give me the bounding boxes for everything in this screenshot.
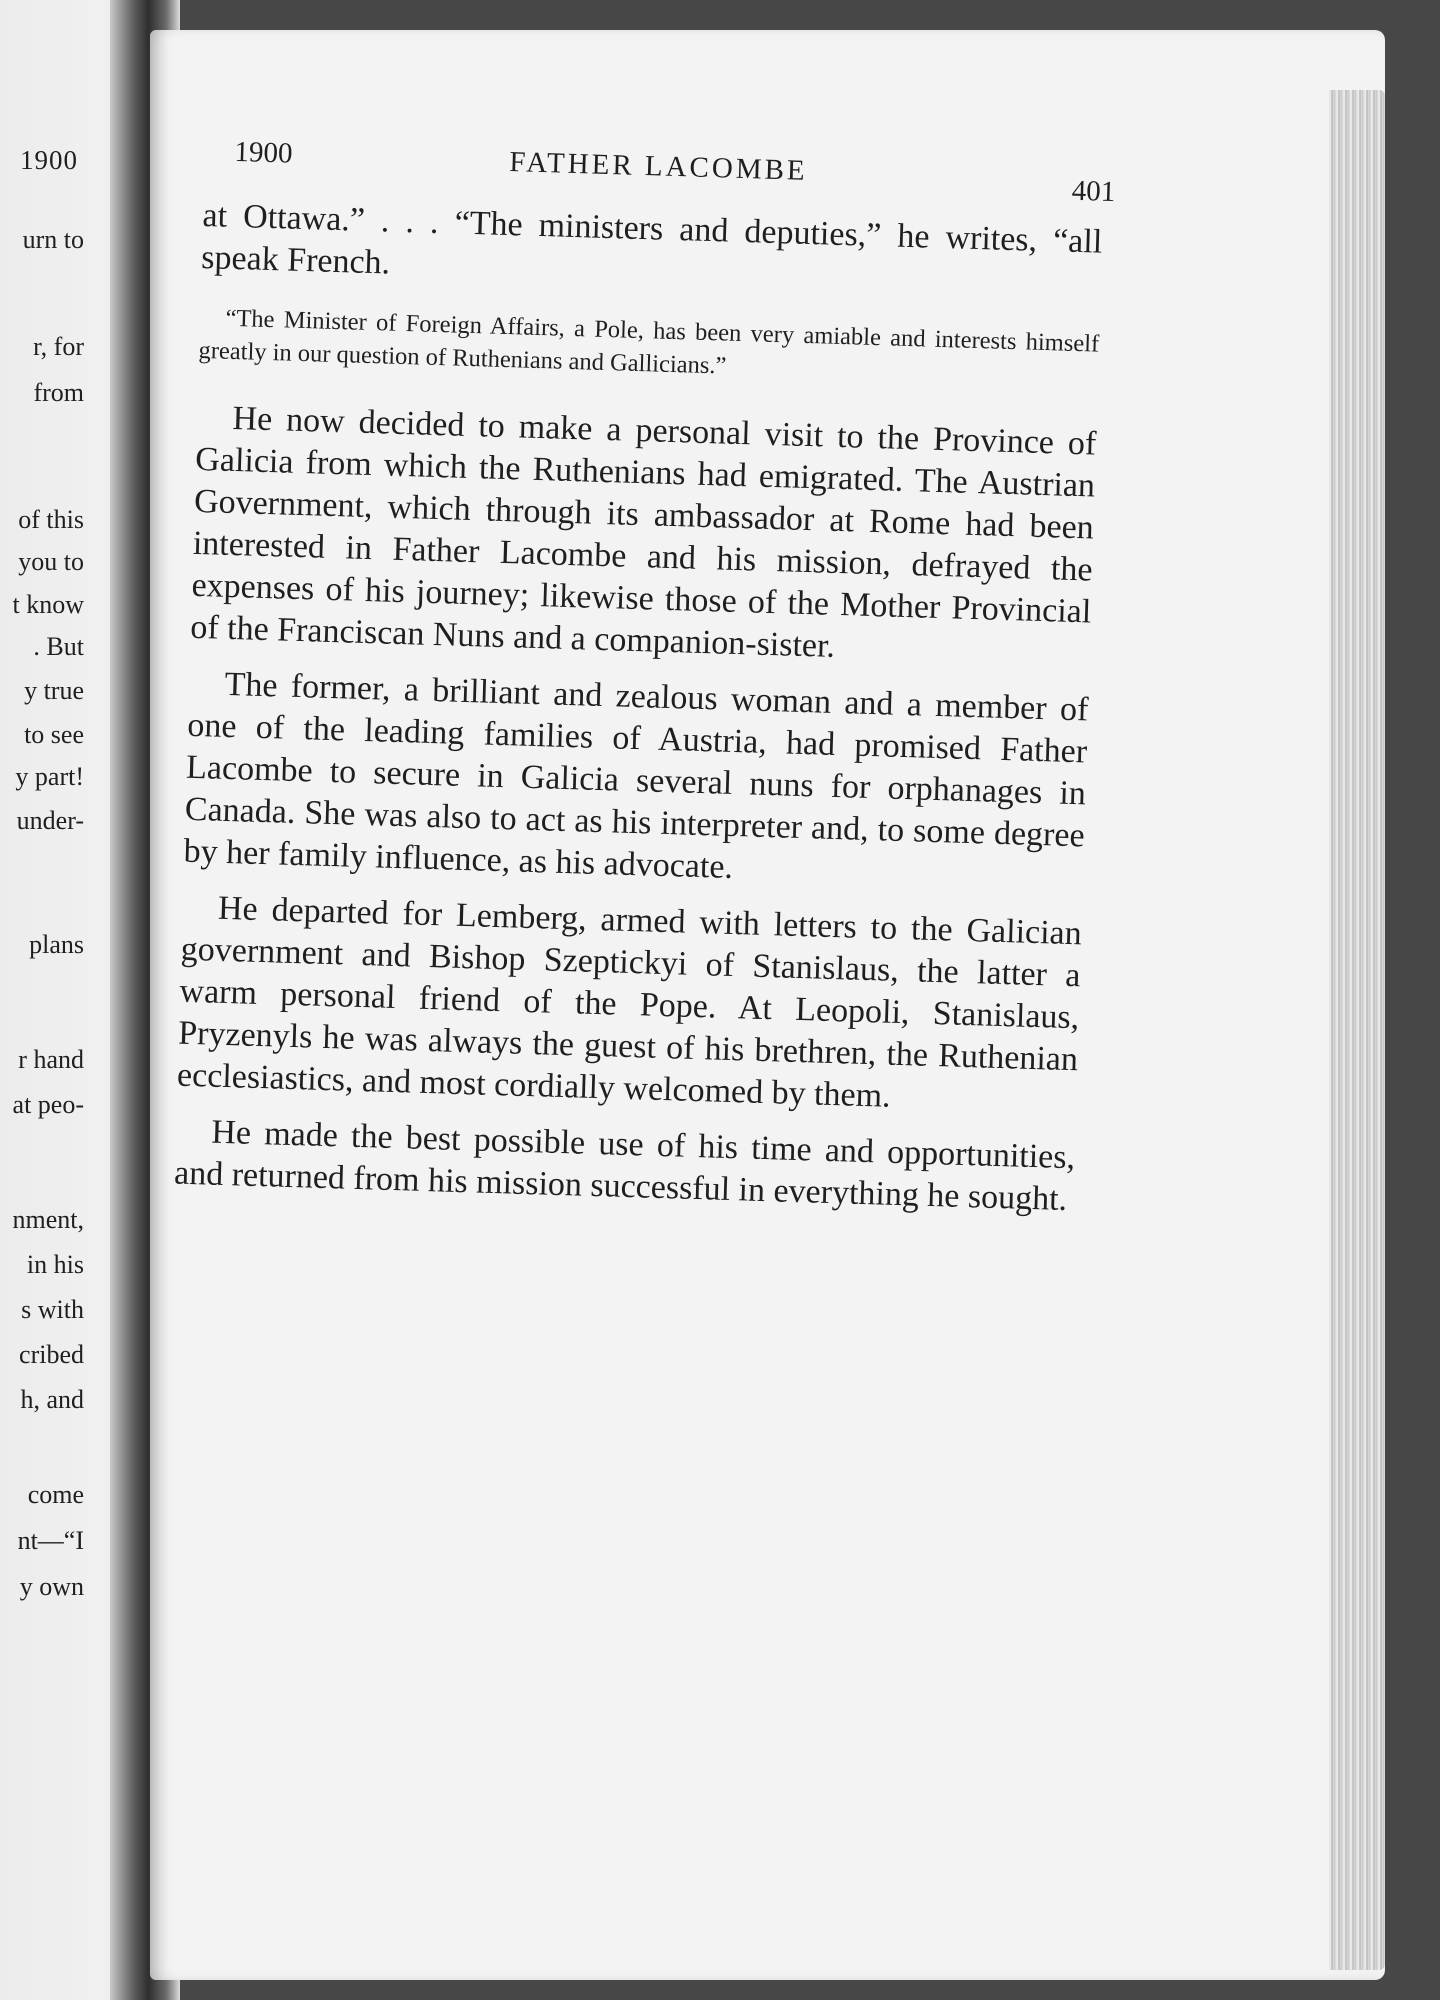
- block-quote: “The Minister of Foreign Affairs, a Pole, has been very amiable and interests himself greatly in our question of Ruthenians and Gallicians.”: [198, 304, 1100, 380]
- left-line-fragment: of this: [18, 505, 84, 534]
- left-line-fragment: cribed: [19, 1340, 84, 1369]
- left-line-fragment: under-: [16, 806, 84, 835]
- left-line-fragment: y own: [19, 1572, 84, 1601]
- left-line-fragment: in his: [26, 1250, 84, 1279]
- left-line-fragment: . But: [33, 632, 84, 661]
- page-text-block: [173, 135, 1116, 1221]
- running-head-title: FATHER LACOMBE: [508, 146, 809, 187]
- body-paragraph: He departed for Lemberg, armed with letters to the Galician government and Bishop Szeptickyi of Stanislaus, the latter a warm personal friend of the Pope. At Leopoli, Stanislaus, Pryzenyls he was always the guest of his brethren, the Ruthenian ecclesiastics, and most cordially welcomed by them.: [176, 889, 1083, 1115]
- left-line-fragment: urn to: [22, 225, 84, 254]
- left-line-fragment: plans: [29, 930, 84, 959]
- running-head-year: 1900: [234, 135, 293, 170]
- left-line-fragment: s with: [21, 1295, 84, 1324]
- opening-paragraph: at Ottawa.” . . . “The ministers and deputies,” he writes, “all speak French.: [200, 196, 1103, 282]
- left-line-fragment: r, for: [33, 332, 84, 361]
- left-line-fragment: come: [27, 1480, 84, 1509]
- left-line-fragment: t know: [12, 590, 84, 619]
- left-running-head: 1900: [20, 145, 78, 175]
- left-line-fragment: you to: [18, 547, 84, 576]
- left-line-fragment: h, and: [20, 1385, 84, 1414]
- left-line-fragment: y true: [24, 676, 84, 705]
- body-paragraph: He made the best possible use of his time and opportunities, and returned from his mission successful in everything he sought.: [173, 1113, 1076, 1219]
- page-edge-stack: [1329, 90, 1385, 1970]
- left-line-fragment: nt—“I: [17, 1526, 84, 1555]
- left-line-fragment: from: [33, 378, 84, 407]
- left-line-fragment: y part!: [15, 762, 84, 791]
- left-line-fragment: to see: [24, 720, 84, 749]
- body-paragraph: The former, a brilliant and zealous woman and a member of one of the leading families of Austria, had promised Father Lacombe to secure in Galicia several nuns for orphanages in Canada. She was also to act as his interpreter and, to some degree by her family influence, as his advocate.: [183, 665, 1089, 886]
- left-line-fragment: at peo-: [12, 1090, 84, 1119]
- left-line-fragment: nment,: [12, 1205, 84, 1234]
- left-line-fragment: r hand: [18, 1045, 84, 1074]
- page-number: 401: [1071, 174, 1116, 209]
- body-paragraph: He now decided to make a personal visit to the Province of Galicia from which the Ruthenians had emigrated. The Austrian Government, which through its ambassador at Rome had been interested in Father Lacombe and his mission, defrayed the expenses of his journey; likewise those of the Mother Provincial of the Franciscan Nuns and a companion-sister.: [189, 399, 1097, 665]
